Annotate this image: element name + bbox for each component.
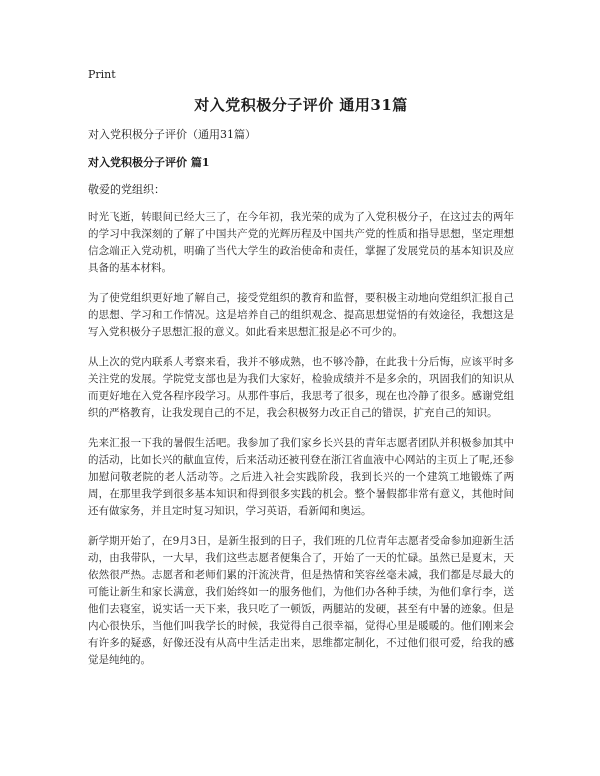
document-page — [88, 68, 514, 682]
paragraph: 新学期开始了，在9月3日，是新生报到的日子，我们班的几位青年志愿者受命参加迎新生活动，由我带队，一大早，我们这些志愿者便集合了，开始了一天的忙碌。虽然已是夏末，天依然很严热。志愿者和老师们累的汗流浃背，但是热情和笑容丝毫未减，我们都是尽最大的可能让新生和家长满意，我们始终如一的服务他们，为他们办各种手续，为他们拿行李，送他们去寝室，说实话一天下来，我只吃了一顿饭，两腿站的发硬，甚至有中暑的迹象。但是内心很快乐，当他们叫我学长的时候，我觉得自己很幸福，觉得心里是暖暖的。他们刚来会有许多的疑惑，好像还没有从高中生活走出来，思维都定制化，不过他们很可爱，给我的感觉是纯纯的。 — [88, 535, 514, 666]
section-title: 对入党积极分子评价 篇1 — [88, 156, 210, 169]
paragraph: 从上次的党内联系人考察来看，我并不够成熟，也不够冷静，在此我十分后悔，应该平时多关注党的发展。学院党支部也是为我们大家好，检验成绩并不是多余的，巩固我们的知识从而更好地在入党各程序段学习。从那件事后，我思考了很多，现在也冷静了很多。感谢党组织的严格教育，让我发现自己的不足，我会积极努力改正自己的错误，扩充自己的知识。 — [88, 356, 514, 419]
paragraph: 先来汇报一下我的暑假生活吧。我参加了我们家乡长兴县的青年志愿者团队并积极参加其中的活动，比如长兴的献血宣传，后来活动还被刊登在浙江省血液中心网站的主页上了呢,还参加慰问敬老院的老人活动等。之后进入社会实践阶段，我到长兴的一个建筑工地锻炼了两周，在那里我学到很多基本知识和得到很多实践的机会。整个暑假都非常有意义，其他时间还有做家务，并且定时复习知识，学习英语，看新闻和奥运。 — [88, 437, 514, 517]
paragraph: 时光飞逝，转眼间已经大三了，在今年初，我光荣的成为了入党积极分子，在这过去的两年的学习中我深刻的了解了中国共产党的光辉历程及中国共产党的性质和指导思想，坚定理想信念端正入党动机，明确了当代大学生的政治使命和责任，掌握了发展党员的基本知识及应具备的基本材料。 — [88, 211, 514, 274]
document-title: 对入党积极分子评价 通用31篇 — [194, 96, 408, 114]
paragraph: 为了使党组织更好地了解自己，接受党组织的教育和监督，要积极主动地向党组织汇报自己的思想、学习和工作情况。这是培养自己的组织观念、提高思想觉悟的有效途径，我想这是写入党积极分子思想汇报的意义。如此看来思想汇报是必不可少的。 — [88, 292, 514, 338]
document-subtitle: 对入党积极分子评价（通用31篇） — [88, 128, 256, 141]
greeting: 敬爱的党组织： — [88, 183, 165, 196]
print-label[interactable]: Print — [88, 68, 116, 81]
